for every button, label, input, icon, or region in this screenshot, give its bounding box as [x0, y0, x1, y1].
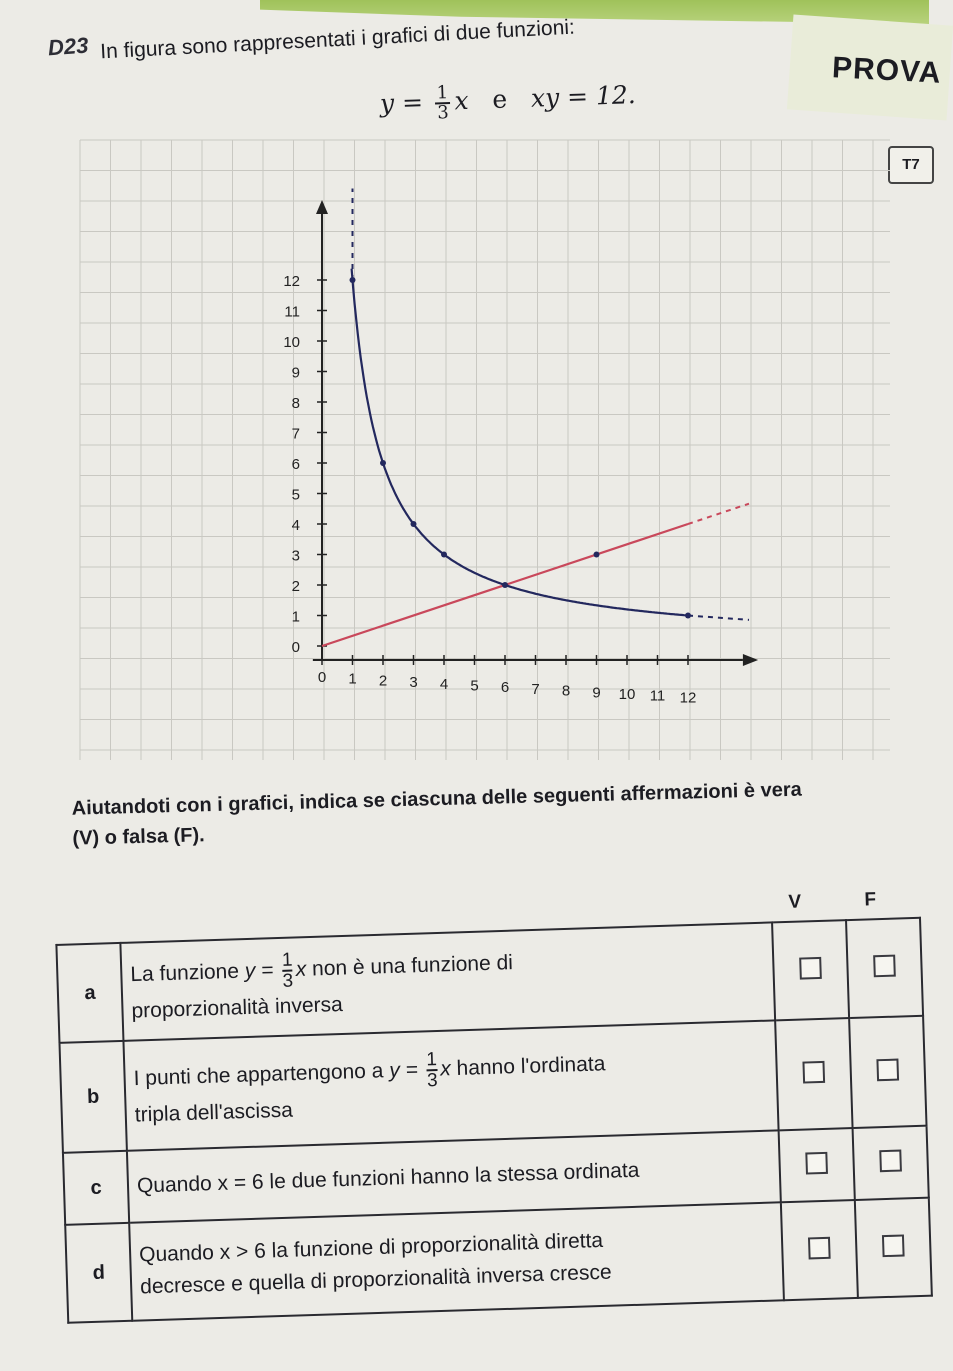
formula-and: e [491, 84, 508, 115]
x-tick-label: 9 [592, 684, 601, 702]
formula-y: y = [379, 87, 424, 118]
f-cell [855, 1198, 932, 1298]
statement-d [129, 1202, 784, 1320]
statement-formula: y = [244, 958, 274, 983]
checkbox-b-v[interactable] [802, 1060, 825, 1083]
checkbox-d-f[interactable] [882, 1234, 905, 1257]
statement-text: La funzione [130, 959, 240, 987]
statement-text: non è una funzione di [311, 951, 514, 981]
x-tick-label: 2 [378, 672, 388, 690]
checkbox-c-f[interactable] [879, 1149, 902, 1172]
f-cell [853, 1126, 929, 1200]
v-cell [772, 920, 849, 1020]
graph-point [685, 613, 691, 619]
statement-text: I punti che appartengono a [133, 1059, 384, 1091]
x-tick-label: 4 [439, 675, 449, 693]
y-tick-label: 7 [291, 425, 300, 443]
v-cell [775, 1018, 852, 1130]
formula-second: xy = 12. [530, 80, 637, 113]
x-tick-label: 3 [409, 674, 418, 692]
y-tick-label: 8 [291, 395, 300, 412]
fraction-denominator: 3 [426, 1070, 438, 1092]
graph-series [322, 189, 749, 647]
graph-point [594, 552, 600, 558]
x-tick-label: 1 [348, 670, 357, 688]
graph-point [350, 277, 356, 283]
statement-fraction [282, 951, 294, 991]
statement-variable: x [295, 957, 307, 981]
statement-text: Quando x > 6 la funzione di proporzionalità diretta [138, 1228, 604, 1267]
statement-b [123, 1020, 778, 1150]
statement-fraction [426, 1050, 438, 1090]
line-y-third-x-dashed [688, 504, 749, 524]
graph-axes [313, 200, 758, 666]
prova-label: PROVA [831, 51, 943, 90]
statement-c: Quando x = 6 le due funzioni hanno la stessa ordinata [127, 1130, 781, 1222]
statement-text: proporzionalità inversa [131, 992, 344, 1023]
checkbox-b-f[interactable] [876, 1058, 899, 1081]
x-tick-label: 12 [679, 689, 697, 707]
statements-table [55, 917, 933, 1324]
y-tick-label: 3 [291, 547, 300, 565]
y-tick-label: 5 [291, 486, 300, 504]
exercise-intro: In figura sono rappresentati i grafici di due funzioni: [99, 15, 576, 64]
y-tick-label: 1 [291, 608, 300, 626]
question-text: Aiutandoti con i grafici, indica se ciascuna delle seguenti affermazioni è vera (V) o falsa (F). [71, 778, 802, 850]
statement-formula: y = [388, 1058, 419, 1083]
graph-point [441, 552, 447, 558]
y-tick-label: 2 [291, 578, 300, 595]
statement-text: tripla dell'ascissa [134, 1098, 294, 1127]
graph-grid [80, 140, 890, 760]
fraction-denominator: 3 [436, 102, 450, 124]
x-tick-label: 10 [618, 686, 636, 703]
formula-x: x [453, 85, 470, 116]
statement-variable: x [439, 1057, 452, 1081]
checkbox-a-f[interactable] [873, 954, 896, 977]
exercise-code-badge: T7 [888, 146, 934, 184]
fraction-numerator: 1 [434, 84, 450, 105]
v-cell [781, 1200, 858, 1300]
column-v-header: V [788, 891, 802, 913]
x-tick-label: 11 [649, 687, 666, 705]
statement-text: hanno l'ordinata [456, 1052, 606, 1080]
x-tick-label: 0 [317, 669, 327, 686]
row-letter: c [63, 1151, 129, 1225]
checkbox-a-v[interactable] [799, 956, 822, 979]
x-tick-label: 5 [470, 677, 479, 695]
row-letter: b [59, 1041, 126, 1153]
y-tick-label: 11 [284, 303, 300, 321]
fraction-numerator: 1 [281, 949, 293, 971]
x-tick-label: 7 [531, 680, 540, 698]
y-tick-label: 0 [291, 639, 300, 656]
y-axis-arrow [316, 200, 328, 214]
hyperbola-xy-12 [352, 269, 687, 616]
x-tick-label: 6 [500, 679, 510, 697]
fraction-denominator: 3 [282, 970, 294, 992]
graph-point [380, 460, 386, 466]
y-tick-label: 6 [291, 456, 300, 473]
y-tick-label: 12 [283, 273, 300, 290]
f-cell [846, 918, 923, 1018]
hyperbola-dashed [688, 616, 749, 620]
exercise-number: D23 [47, 32, 90, 61]
fraction-numerator: 1 [426, 1049, 438, 1071]
true-false-table [54, 873, 933, 1340]
checkbox-c-v[interactable] [805, 1151, 828, 1174]
x-tick-label: 8 [561, 682, 571, 700]
row-letter: d [65, 1223, 132, 1323]
checkbox-d-v[interactable] [808, 1236, 831, 1259]
row-letter: a [56, 943, 123, 1043]
y-tick-label: 9 [291, 364, 300, 382]
y-tick-label: 10 [283, 334, 300, 351]
graph-point [411, 521, 417, 527]
statement-text: decresce e quella di proporzionalità inversa cresce [139, 1260, 612, 1299]
graph-ticks [283, 273, 696, 706]
f-cell [849, 1016, 926, 1128]
v-cell [779, 1128, 855, 1202]
column-f-header: F [864, 889, 877, 911]
y-tick-label: 4 [291, 517, 300, 534]
graph-point [502, 582, 508, 588]
